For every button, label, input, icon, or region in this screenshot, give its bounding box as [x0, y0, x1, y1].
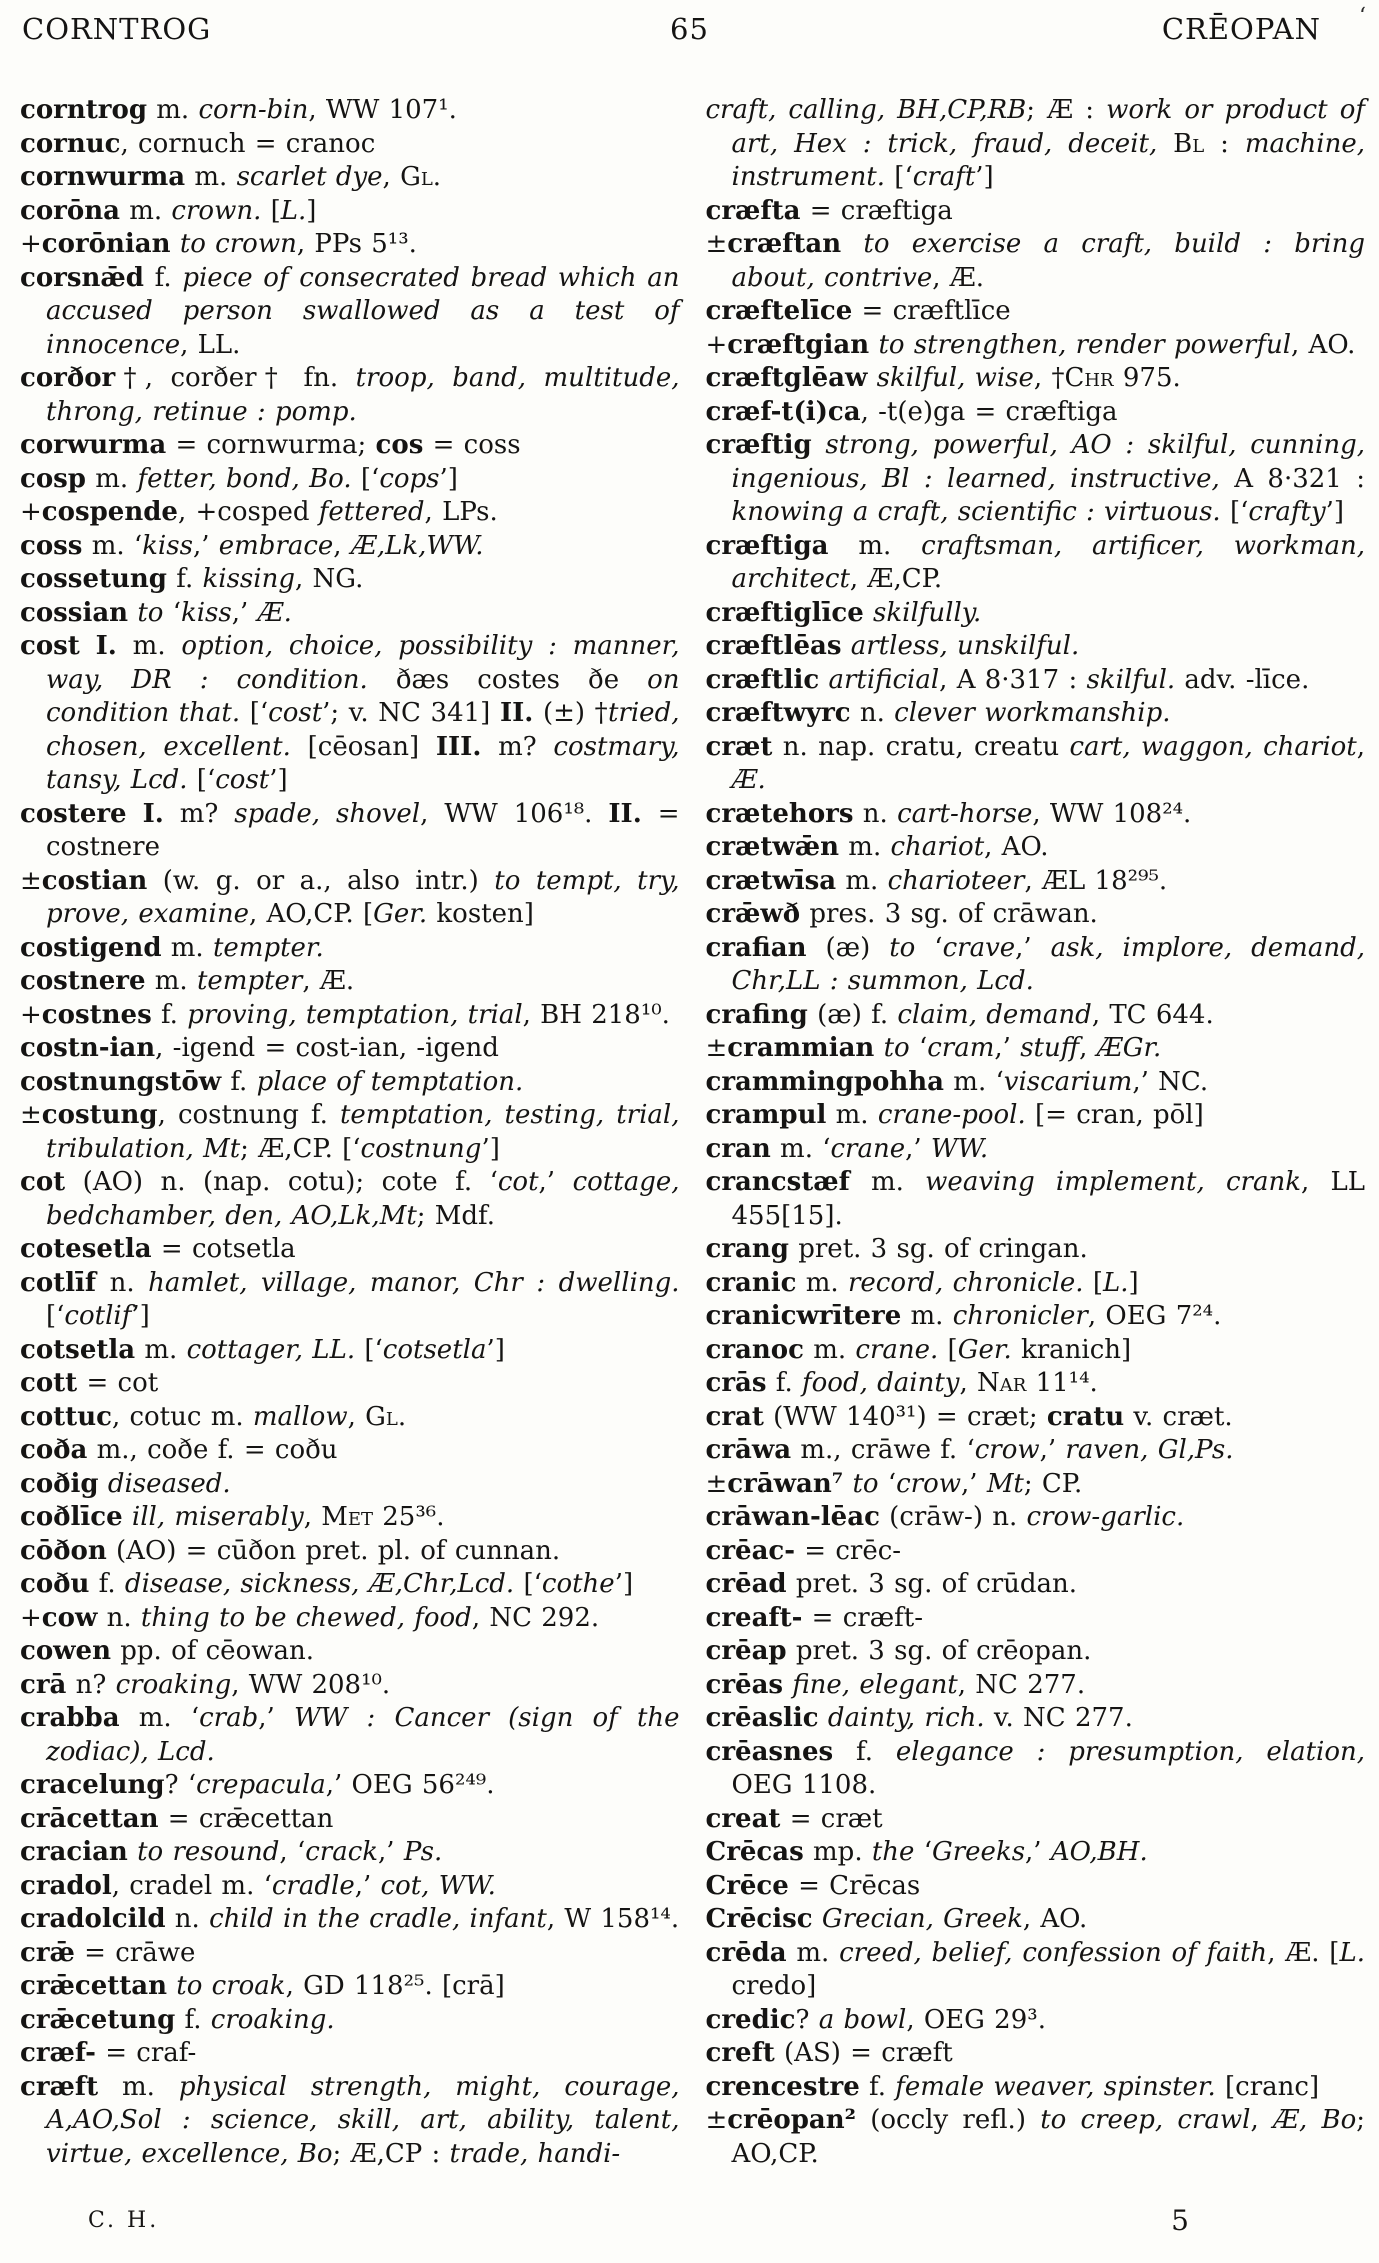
dictionary-entry: crabba m. ‘crab,’ WW : Cancer (sign of the zodiac), Lcd. [20, 1703, 680, 1767]
dictionary-entry: creaft- = cræft- [705, 1602, 924, 1633]
dictionary-entry: ±costian (w. g. or a., also intr.) to tempt, try, prove, examine, AO,CP. [Ger. kosten] [20, 865, 680, 929]
dictionary-entry: ±costung, costnung f. temptation, testing, trial, tribulation, Mt; Æ,CP. [‘costnung’] [20, 1100, 680, 1164]
dictionary-entry: ±cræftan to exercise a craft, build : bring about, contrive, Æ. [705, 229, 1365, 293]
dictionary-entry: cost I. m. option, choice, possibility : manner, way, DR : condition. ðæs costes ðe on condition that. [‘cost’; v. NC 341] II. (±) †tried, chosen, excellent. [cēosan] III. m? costmary, tansy, Lcd. [‘cost’] [20, 631, 680, 795]
dictionary-entry: crancstæf m. weaving implement, crank, LL 455[15]. [705, 1167, 1365, 1231]
dictionary-entry: cran m. ‘crane,’ WW. [705, 1133, 989, 1164]
dictionary-entry: crencestre f. female weaver, spinster. [cranc] [705, 2071, 1320, 2102]
dictionary-entry: cræftiglīce skilfully. [705, 597, 982, 628]
dictionary-entry: crætehors n. cart-horse, WW 108²⁴. [705, 798, 1192, 829]
dictionary-entry: coðu f. disease, sickness, Æ,Chr,Lcd. [‘cothe’] [20, 1569, 634, 1599]
dictionary-entry: corðor†, corðer† fn. troop, band, multitude, throng, retinue : pomp. [20, 363, 680, 427]
running-head-left: CORNTROG [22, 12, 212, 46]
dictionary-entry: crampul m. crane-pool. [= cran, pōl] [705, 1100, 1204, 1130]
dictionary-entry: cot (AO) n. (nap. cotu); cote f. ‘cot,’ cottage, bedchamber, den, AO,Lk,Mt; Mdf. [20, 1167, 680, 1231]
dictionary-entry: crǣcetung f. croaking. [20, 2004, 335, 2035]
dictionary-entry: coðig diseased. [20, 1468, 231, 1499]
dictionary-entry: cōðon (AO) = cūðon pret. pl. of cunnan. [20, 1535, 561, 1566]
dictionary-entry: ±crēopan² (occly refl.) to creep, crawl, Æ, Bo; AO,CP. [705, 2105, 1365, 2169]
dictionary-entry: costn-ian, -igend = cost-ian, -igend [20, 1033, 499, 1063]
dictionary-entry: crēap pret. 3 sg. of crēopan. [705, 1636, 1092, 1666]
dictionary-entry: cræftig strong, powerful, AO : skilful, cunning, ingenious, Bl : learned, instructive, A 8·321 : knowing a craft, scientific : virtuous. [‘crafty’] [705, 430, 1366, 527]
dictionary-entry: cotesetla = cotsetla [20, 1234, 296, 1264]
dictionary-entry: cræt n. nap. cratu, creatu cart, waggon, chariot, Æ. [705, 731, 1366, 795]
dictionary-entry: Crēcisc Grecian, Greek, AO. [705, 1904, 1088, 1934]
dictionary-entry: cradol, cradel m. ‘cradle,’ cot, WW. [20, 1870, 496, 1901]
dictionary-entry: cottuc, cotuc m. mallow, Gl. [20, 1401, 407, 1432]
dictionary-entry: crēad pret. 3 sg. of crūdan. [705, 1569, 1078, 1599]
dictionary-entry: Crēce = Crēcas [705, 1870, 921, 1901]
dictionary-entry: crǣwð pres. 3 sg. of crāwan. [705, 899, 1098, 929]
dictionary-entry: cræftelīce = cræftlīce [705, 296, 1011, 326]
dictionary-entry: crēaslic dainty, rich. v. NC 277. [705, 1703, 1133, 1733]
dictionary-entry: ±crammian to ‘cram,’ stuff, ÆGr. [705, 1033, 1162, 1063]
dictionary-entry: cott = cot [20, 1368, 159, 1398]
dictionary-entry: cradolcild n. child in the cradle, infant, W 158¹⁴. [20, 1904, 680, 1934]
dictionary-entry: cræft m. physical strength, might, courage, A,AO,Sol : science, skill, art, ability, talent, virtue, excellence, Bo; Æ,CP : trade, handi- [20, 2071, 680, 2169]
dictionary-entry: corwurma = cornwurma; cos = coss [20, 430, 521, 460]
dictionary-entry: crat (WW 140³¹) = cræt; cratu v. cræt. [705, 1401, 1233, 1432]
dictionary-entry: cræftglēaw skilful, wise, †Chr 975. [705, 363, 1181, 393]
dictionary-entry: crafing (æ) f. claim, demand, TC 644. [705, 999, 1214, 1030]
dictionary-entry: cotlīf n. hamlet, village, manor, Chr : dwelling. [‘cotlif’] [20, 1267, 680, 1331]
dictionary-entry: crēda m. creed, belief, confession of faith, Æ. [L. credo] [705, 1937, 1365, 2001]
dictionary-entry: cowen pp. of cēowan. [20, 1636, 314, 1666]
dictionary-entry: crafian (æ) to ‘crave,’ ask, implore, demand, Chr,LL : summon, Lcd. [705, 932, 1365, 996]
dictionary-entry: cranoc m. crane. [Ger. kranich] [705, 1334, 1132, 1365]
dictionary-entry: cræftlic artificial, A 8·317 : skilful. adv. -līce. [705, 664, 1310, 695]
dictionary-entry: cracelung? ‘crepacula,’ OEG 56²⁴⁹. [20, 1770, 495, 1800]
dictionary-entry: cosp m. fetter, bond, Bo. [‘cops’] [20, 463, 458, 494]
dictionary-entry: crēasnes f. elegance : presumption, elation, OEG 1108. [705, 1736, 1365, 1800]
dictionary-entry: corsnǣd f. piece of consecrated bread which an accused person swallowed as a test of innocence, LL. [20, 262, 680, 360]
dictionary-entry: crammingpohha m. ‘viscarium,’ NC. [705, 1066, 1209, 1097]
dictionary-entry: credic? a bowl, OEG 29³. [705, 2004, 1046, 2035]
dictionary-entry: cræf-t(i)ca, -t(e)ga = cræftiga [705, 396, 1118, 427]
dictionary-entry: ±crāwan⁷ to ‘crow,’ Mt; CP. [705, 1468, 1083, 1499]
dictionary-entry: cræfta = cræftiga [705, 195, 953, 226]
dictionary-entry: costere I. m? spade, shovel, WW 106¹⁸. II. = costnere [20, 798, 680, 862]
dictionary-entry: coða m., coðe f. = coðu [20, 1435, 338, 1465]
dictionary-entry: crā n? croaking, WW 208¹⁰. [20, 1669, 391, 1700]
dictionary-entry: +cow n. thing to be chewed, food, NC 292. [20, 1602, 600, 1633]
dictionary-entry: crǣcettan to croak, GD 118²⁵. [crā] [20, 1971, 505, 2001]
dictionary-entry: coss m. ‘kiss,’ embrace, Æ,Lk,WW. [20, 530, 484, 561]
dictionary-entry: craft, calling, BH,CP,RB; Æ : work or product of art, Hex : trick, fraud, deceit, Bl : machine, instrument. [‘craft’] [705, 95, 1365, 192]
dictionary-entry: +corōnian to crown, PPs 5¹³. [20, 229, 417, 259]
dictionary-entry: creat = cræt [705, 1803, 883, 1834]
dictionary-entry: creft (AS) = cræft [705, 2038, 953, 2068]
dictionary-entry: cornwurma m. scarlet dye, Gl. [20, 162, 442, 192]
dictionary-entry: coðlīce ill, miserably, Met 25³⁶. [20, 1502, 445, 1532]
dictionary-entry: crāwa m., crāwe f. ‘crow,’ raven, Gl,Ps. [705, 1435, 1234, 1465]
dictionary-entry: cranicwrītere m. chronicler, OEG 7²⁴. [705, 1301, 1222, 1331]
column-right [706, 94, 1366, 2171]
dictionary-entry: crætwǣn m. chariot, AO. [705, 832, 1049, 862]
dictionary-entry: cracian to resound, ‘crack,’ Ps. [20, 1837, 443, 1867]
dictionary-entry: crācettan = crǣcettan [20, 1803, 334, 1834]
dictionary-entry: costnungstōw f. place of temptation. [20, 1066, 524, 1097]
dictionary-entry: crang pret. 3 sg. of cringan. [705, 1234, 1088, 1264]
dictionary-entry: +cræftgian to strengthen, render powerful, AO. [705, 329, 1356, 360]
dictionary-entry: crǣ = crāwe [20, 1937, 196, 1968]
scan-artifact: ʻ [1359, 4, 1367, 29]
dictionary-entry: crās f. food, dainty, Nar 11¹⁴. [705, 1368, 1098, 1398]
column-left [20, 94, 680, 2171]
dictionary-entry: cræftwyrc n. clever workmanship. [705, 698, 1171, 728]
dictionary-entry: cornuc, cornuch = cranoc [20, 128, 376, 159]
dictionary-entry: crāwan-lēac (crāw-) n. crow-garlic. [705, 1502, 1185, 1532]
dictionary-entry: cotsetla m. cottager, LL. [‘cotsetla’] [20, 1334, 505, 1365]
dictionary-entry: +cospende, +cosped fettered, LPs. [20, 497, 498, 527]
dictionary-entry: crēac- = crēc- [705, 1535, 902, 1566]
dictionary-entry: cræftlēas artless, unskilful. [705, 631, 1080, 661]
page-number-bottom: 5 [1171, 2204, 1189, 2237]
dictionary-entry: cranic m. record, chronicle. [L.] [705, 1267, 1139, 1298]
dictionary-entry: corntrog m. corn-bin, WW 107¹. [20, 95, 457, 125]
dictionary-entry: cræf- = craf- [20, 2038, 197, 2068]
dictionary-entry: corōna m. crown. [L.] [20, 195, 317, 226]
page-number-top: 65 [670, 12, 709, 46]
dictionary-entry: cossian to ‘kiss,’ Æ. [20, 597, 292, 628]
dictionary-entry: cossetung f. kissing, NG. [20, 564, 364, 594]
dictionary-entry: +costnes f. proving, temptation, trial, BH 218¹⁰. [20, 999, 670, 1030]
dictionary-entry: crætwīsa m. charioteer, ÆL 18²⁹⁵. [705, 865, 1168, 896]
running-head-right: CRĒOPAN [1161, 12, 1321, 46]
dictionary-entry: cræftiga m. craftsman, artificer, workman, architect, Æ,CP. [705, 530, 1365, 594]
text-columns [0, 64, 1379, 2171]
dictionary-entry: crēas fine, elegant, NC 277. [705, 1669, 1086, 1700]
printer-signature: C. H. [88, 2208, 160, 2233]
running-head [0, 0, 1379, 64]
dictionary-entry: Crēcas mp. the ‘Greeks,’ AO,BH. [705, 1837, 1148, 1867]
dictionary-entry: costnere m. tempter, Æ. [20, 966, 355, 996]
dictionary-entry: costigend m. tempter. [20, 932, 324, 963]
